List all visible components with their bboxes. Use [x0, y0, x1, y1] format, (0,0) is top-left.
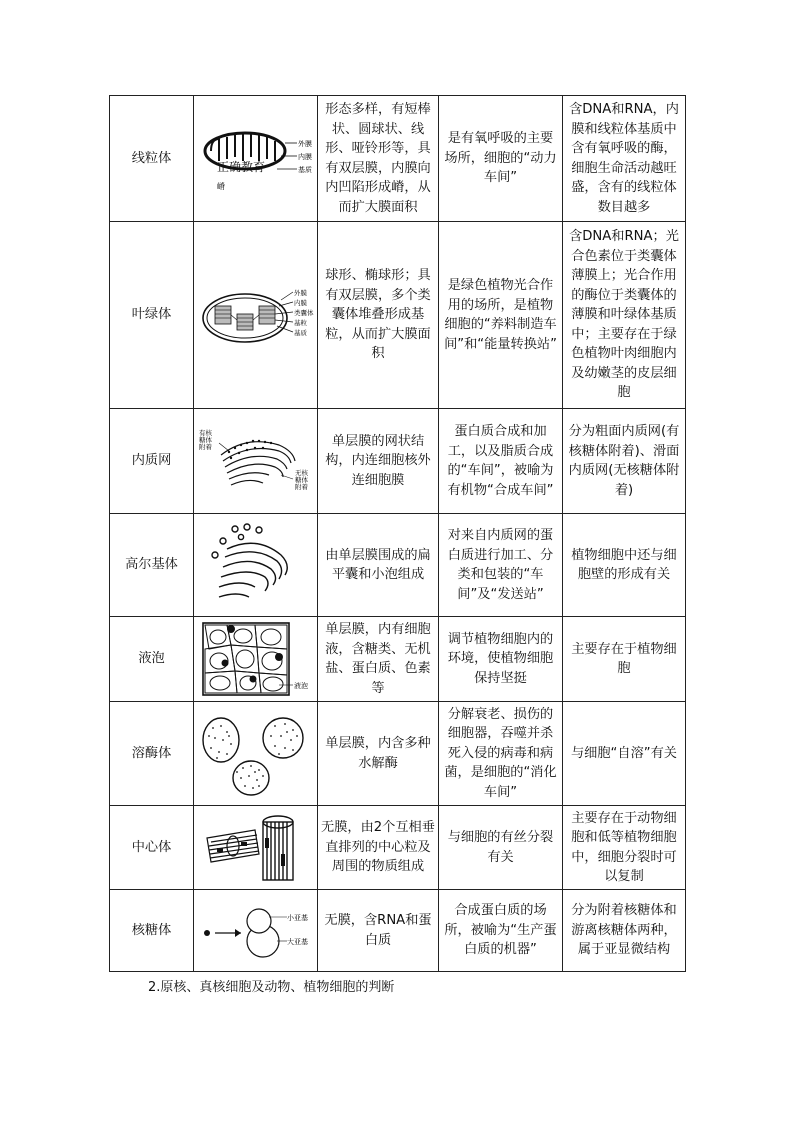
- table-row-chloroplast: [110, 222, 686, 409]
- label-vacuole: 液泡: [294, 682, 308, 690]
- notes-text: 与细胞“自溶”有关: [563, 702, 686, 806]
- label-smooth: 糖体: [295, 476, 308, 484]
- organelle-name: 中心体: [110, 806, 194, 890]
- structure-text: 无膜，含RNA和蛋白质: [318, 890, 439, 972]
- label-matrix: 基质: [298, 165, 312, 174]
- notes-text: 分为附着核糖体和游离核糖体两种，属于亚显微结构: [563, 890, 686, 972]
- notes-text: 主要存在于动物细胞和低等植物细胞中，细胞分裂时可以复制: [563, 806, 686, 890]
- label-cristae: 嵴: [217, 181, 225, 191]
- label-small-subunit: 小亚基: [287, 913, 308, 922]
- label-grana: 基粒: [294, 319, 307, 327]
- label-inner-membrane: 内膜: [298, 152, 312, 161]
- table-row-lysosome: [110, 702, 686, 806]
- table-row-mitochondria: [110, 96, 686, 222]
- organelle-name: 溶酶体: [110, 702, 194, 806]
- table-row-centrosome: [110, 806, 686, 890]
- function-text: 调节植物细胞内的环境，使植物细胞保持坚挺: [439, 617, 563, 702]
- table-row-vacuole: [110, 617, 686, 702]
- vacuole-diagram: [197, 619, 317, 699]
- organelle-name: 核糖体: [110, 890, 194, 972]
- label-rough: 糖体: [199, 436, 212, 444]
- notes-text: 含DNA和RNA，内膜和线粒体基质中含有氧呼吸的酶，细胞生命活动越旺盛，含有的线粒体数目越多: [563, 96, 686, 222]
- label-outer-membrane: 外膜: [294, 289, 307, 297]
- er-figure: [194, 409, 318, 514]
- function-text: 对来自内质网的蛋白质进行加工、分类和包装的“车间”及“发送站”: [439, 514, 563, 617]
- table-row-ribosome: [110, 890, 686, 972]
- organelle-name: 内质网: [110, 409, 194, 514]
- function-text: 合成蛋白质的场所，被喻为“生产蛋白质的机器”: [439, 890, 563, 972]
- ribosome-figure: [194, 890, 318, 972]
- notes-text: 含DNA和RNA；光合色素位于类囊体薄膜上；光合作用的酶位于类囊体的薄膜和叶绿体基质中；主要存在于绿色植物叶肉细胞内及幼嫩茎的皮层细胞: [563, 222, 686, 409]
- centrosome-figure: [194, 806, 318, 890]
- table-row-er: [110, 409, 686, 514]
- label-thylakoid: 类囊体: [294, 309, 314, 317]
- er-diagram: [197, 421, 317, 501]
- function-text: 是绿色植物光合作用的场所，是植物细胞的“养料制造车间”和“能量转换站”: [439, 222, 563, 409]
- structure-text: 形态多样，有短棒状、圆球状、线形、哑铃形等，具有双层膜，内膜向内凹陷形成嵴，从而扩大膜面积: [318, 96, 439, 222]
- organelle-name: 线粒体: [110, 96, 194, 222]
- table-row-golgi: [110, 514, 686, 617]
- label-rough: 附着: [199, 443, 212, 451]
- notes-text: 主要存在于植物细胞: [563, 617, 686, 702]
- organelle-name: 高尔基体: [110, 514, 194, 617]
- function-text: 是有氧呼吸的主要场所，细胞的“动力车间”: [439, 96, 563, 222]
- label-smooth: 附着: [295, 483, 308, 491]
- label-stroma: 基质: [294, 329, 307, 337]
- organelle-table: [109, 95, 686, 972]
- label-rough: 有核: [199, 429, 212, 437]
- vacuole-figure: [194, 617, 318, 702]
- structure-text: 单层膜的网状结构，内连细胞核外连细胞膜: [318, 409, 439, 514]
- chloroplast-figure: [194, 222, 318, 409]
- label-inner-membrane: 内膜: [294, 299, 307, 307]
- lysosome-diagram: [197, 706, 317, 802]
- label-large-subunit: 大亚基: [287, 937, 308, 946]
- lysosome-dots: [208, 723, 298, 789]
- section-caption: 2.原核、真核细胞及动物、植物细胞的判断: [148, 980, 395, 995]
- centrosome-diagram: [197, 808, 317, 888]
- watermark-text: 正确教育: [217, 159, 266, 174]
- label-outer-membrane: 外膜: [298, 139, 312, 148]
- chloroplast-diagram: [197, 270, 317, 360]
- function-text: 与细胞的有丝分裂有关: [439, 806, 563, 890]
- structure-text: 无膜，由2个互相垂直排列的中心粒及周围的物质组成: [318, 806, 439, 890]
- structure-text: 单层膜，内有细胞液，含糖类、无机盐、蛋白质、色素等: [318, 617, 439, 702]
- structure-text: 球形、椭球形；具有双层膜，多个类囊体堆叠形成基粒，从而扩大膜面积: [318, 222, 439, 409]
- mitochondria-diagram: [197, 109, 317, 209]
- structure-text: 单层膜，内含多种水解酶: [318, 702, 439, 806]
- golgi-figure: [194, 514, 318, 617]
- function-text: 分解衰老、损伤的细胞器，吞噬并杀死入侵的病毒和病菌，是细胞的“消化车间”: [439, 702, 563, 806]
- organelle-name: 叶绿体: [110, 222, 194, 409]
- lysosome-figure: [194, 702, 318, 806]
- structure-text: 由单层膜围成的扁平囊和小泡组成: [318, 514, 439, 617]
- golgi-diagram: [197, 517, 317, 613]
- label-smooth: 无核: [295, 469, 308, 477]
- ribosome-diagram: [197, 893, 317, 969]
- organelle-name: 液泡: [110, 617, 194, 702]
- notes-text: 分为粗面内质网(有核糖体附着)、滑面内质网(无核糖体附着): [563, 409, 686, 514]
- mitochondria-figure: [194, 96, 318, 222]
- notes-text: 植物细胞中还与细胞壁的形成有关: [563, 514, 686, 617]
- function-text: 蛋白质合成和加工，以及脂质合成的“车间”，被喻为有机物“合成车间”: [439, 409, 563, 514]
